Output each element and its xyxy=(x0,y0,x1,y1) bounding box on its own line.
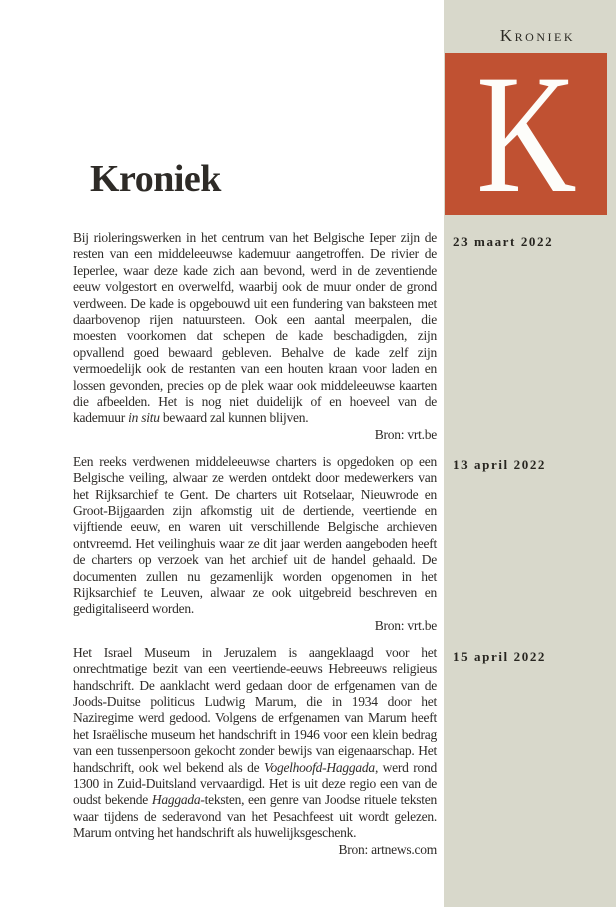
article-source: Bron: vrt.be xyxy=(374,426,437,442)
article-body xyxy=(73,454,437,618)
text-run: , werd rond 1300 in Zuid-Duitsland vervaardigd. Het is uit deze regio een van de oudst bekende xyxy=(73,759,437,808)
article-date: 13 april 2022 xyxy=(453,457,547,472)
article-body xyxy=(73,645,437,842)
italic-run: Haggada xyxy=(151,792,201,808)
articles xyxy=(73,230,437,858)
sidebar xyxy=(444,0,616,907)
article xyxy=(73,454,437,634)
italic-run: in situ xyxy=(128,410,160,426)
article-body xyxy=(73,230,437,427)
text-run: Een reeks verdwenen middeleeuwse charters is opgedoken op een Belgische veiling, alwaar ze werden ontdekt door medewerkers van het Rijksarchief te Gent. De charters uit Rotselaar, Nieuwrode en Groot-Bijgaarden zijn afkomstig uit de dertiende, veertiende en vijftiende eeuw, en waren uit verschillende Belgische archieven ontvreemd. Het veilinghuis waar ze dit jaar werden aangeboden heeft de charters op verzoek van het archief uit de handel gehaald. De documenten zullen nu gezamenlijk worden opgenomen in het Rijksarchief te Leuven, alwaar ze ook uitgebreid beschreven en gedigitaliseerd worden. xyxy=(73,453,437,617)
article xyxy=(73,230,437,443)
article-source: Bron: artnews.com xyxy=(338,841,437,857)
text-run: Bij rioleringswerken in het centrum van het Belgische Ieper zijn de resten van een middeleeuwse kademuur aangetroffen. De rivier de Ieperlee, waar deze kade zich aan bevond, werd in de zeventiende eeuw volgestort en overwelfd, waarbij ook de muur onder de grond verdween. De kade is opgebouwd uit een fundering van baksteen met daarbovenop rijen natuursteen. Ook een aantal meerpalen, die moesten voorkomen dat schepen de kade beschadigden, zijn opvallend goed bewaard gebleven. Behalve de kade zelf zijn vermoedelijk ook de restanten van een houten kraan voor laden en lossen gevonden, precies op de plek waar ook middeleeuwse kaarten die afbeelden. Het is nog niet duidelijk of en hoeveel van de kademuur xyxy=(73,230,437,426)
article-date: 15 april 2022 xyxy=(453,649,547,664)
page-title: Kroniek xyxy=(90,158,221,200)
italic-run: Vogelhoofd-Haggada xyxy=(263,759,375,775)
article xyxy=(73,645,437,858)
article-date: 23 maart 2022 xyxy=(453,234,554,249)
chapter-initial-block xyxy=(445,53,607,215)
text-run: Het Israel Museum in Jeruzalem is aangeklaagd voor het onrechtmatige bezit van een veertiende-eeuws Hebreeuws religieus handschrift. De aanklacht werd gedaan door de erfgenamen van de Joods-Duitse politicus Ludwig Marum, die in 1934 door het Naziregime werd gedood. Volgens de erfgenamen van Marum heeft het Israëlische museum het handschrift in 1946 voor een klein bedrag van een tussenpersoon gekocht zonder bewijs van eigenaarschap. Het handschrift, ook wel bekend als de xyxy=(73,644,437,775)
text-run: bewaard zal kunnen blijven. xyxy=(159,410,309,426)
sidebar-running-head: Kroniek xyxy=(499,26,575,45)
text-run: -teksten, een genre van Joodse rituele teksten waar tijdens de sederavond van het Pesachfeest uit wordt gelezen. Marum ontving het handschrift als huwelijksgeschenk. xyxy=(73,792,437,841)
article-source: Bron: vrt.be xyxy=(374,617,437,633)
chapter-initial-letter: K xyxy=(475,53,577,215)
